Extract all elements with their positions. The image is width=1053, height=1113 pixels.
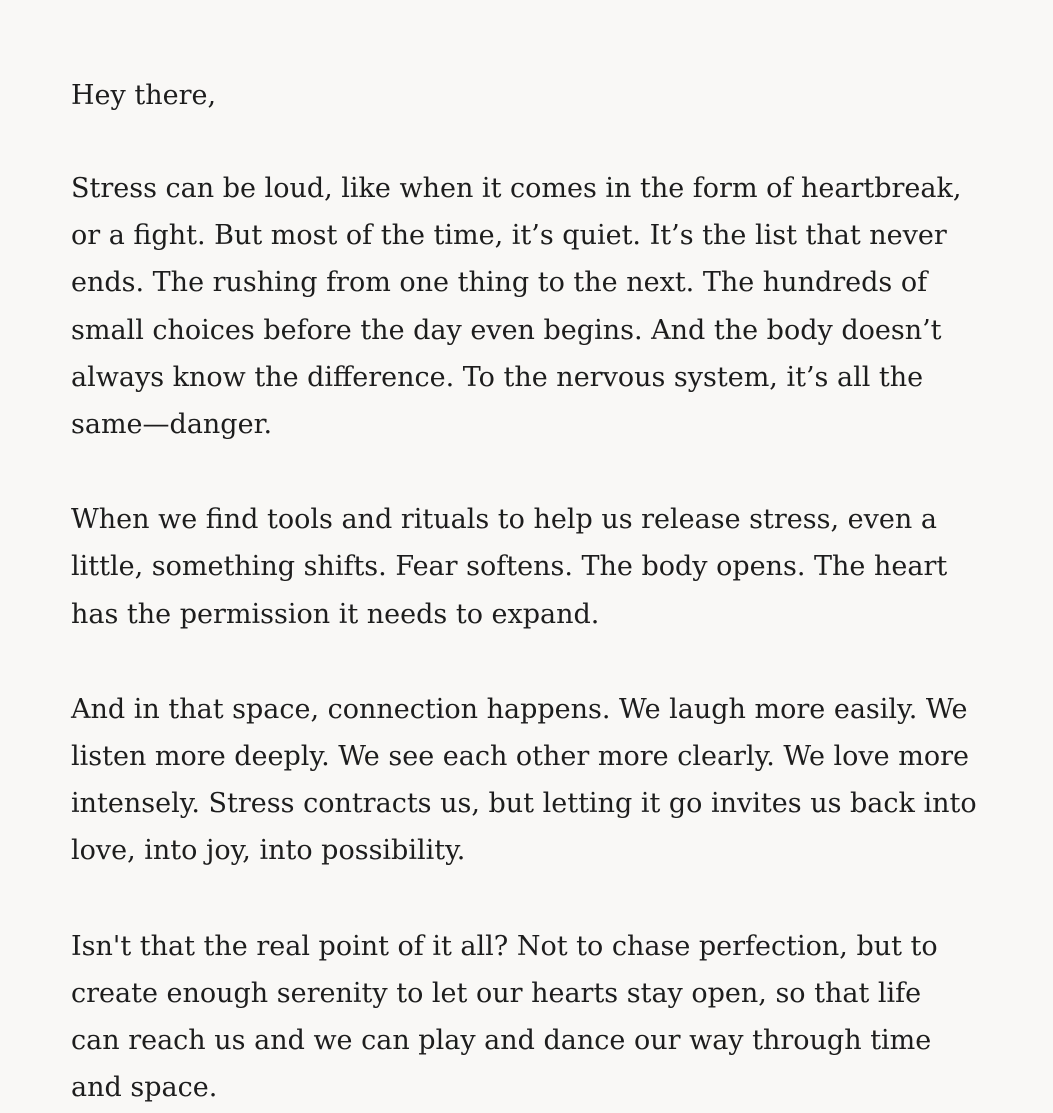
text-line: love, into joy, into possibility. bbox=[71, 835, 466, 867]
text-line: Isn't that the real point of it all? Not to chase perfection, but to bbox=[71, 930, 938, 962]
text-line: When we find tools and rituals to help us release stress, even a bbox=[71, 504, 937, 536]
paragraph-4 bbox=[71, 923, 1011, 1112]
text-line: little, something shifts. Fear softens. The body opens. The heart bbox=[71, 551, 948, 583]
text-line: always know the difference. To the nervous system, it’s all the bbox=[71, 361, 924, 393]
paragraphs bbox=[71, 165, 1011, 1111]
text-line: can reach us and we can play and dance our way through time bbox=[71, 1025, 932, 1057]
paragraph-2 bbox=[71, 496, 1011, 638]
text-line: and space. bbox=[71, 1072, 218, 1104]
text-line: small choices before the day even begins. And the body doesn’t bbox=[71, 314, 942, 346]
text-line: or a fight. But most of the time, it’s quiet. It’s the list that never bbox=[71, 220, 947, 252]
paragraph-1 bbox=[71, 165, 1011, 448]
text-line: intensely. Stress contracts us, but letting it go invites us back into bbox=[71, 788, 977, 820]
text-line: Stress can be loud, like when it comes in the form of heartbreak, bbox=[71, 173, 962, 204]
text-line: And in that space, connection happens. We laugh more easily. We bbox=[71, 693, 968, 725]
text-line: has the permission it needs to expand. bbox=[71, 598, 600, 630]
text-line: create enough serenity to let our hearts stay open, so that life bbox=[71, 977, 922, 1009]
paragraph-3 bbox=[71, 686, 1011, 875]
text-line: ends. The rushing from one thing to the next. The hundreds of bbox=[71, 267, 928, 299]
greeting: Hey there, bbox=[71, 80, 217, 111]
text-line: listen more deeply. We see each other more clearly. We love more bbox=[71, 741, 969, 773]
text-line: same—danger. bbox=[71, 409, 273, 441]
email-body bbox=[71, 72, 1011, 1111]
